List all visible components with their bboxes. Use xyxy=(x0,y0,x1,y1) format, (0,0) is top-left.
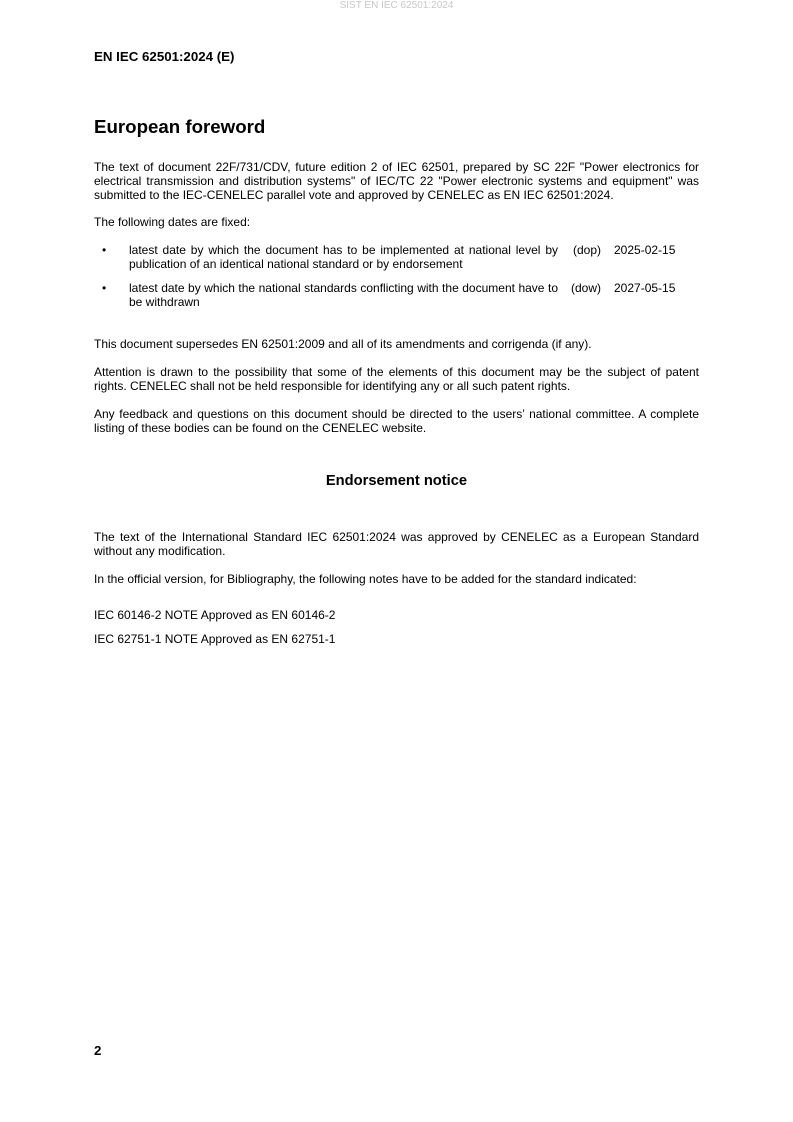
document-identifier: EN IEC 62501:2024 (E) xyxy=(94,49,235,64)
date-description: latest date by which the document has to be implemented at national level by publication of an identical national standard or by endorsement xyxy=(129,243,558,271)
date-value: 2027-05-15 xyxy=(614,280,676,295)
foreword-title: European foreword xyxy=(94,116,266,137)
date-code: (dow) xyxy=(570,280,601,295)
dates-intro: The following dates are fixed: xyxy=(94,215,251,230)
endorsement-title: Endorsement notice xyxy=(325,473,468,490)
bibliography-notes xyxy=(94,609,699,647)
date-description: latest date by which the national standards conflicting with the document have to be withdrawn xyxy=(129,280,558,309)
dates-list xyxy=(94,244,699,309)
bibliography-intro: In the official version, for Bibliography, the following notes have to be added for the standard indicated: xyxy=(94,571,637,586)
supersedes-paragraph: This document supersedes EN 62501:2009 and all of its amendments and corrigenda (if any). xyxy=(94,337,592,352)
endorsement-paragraph: The text of the International Standard IEC 62501:2024 was approved by CENELEC as a European Standard without any modification. xyxy=(94,530,699,559)
foreword-intro-paragraph: The text of document 22F/731/CDV, future edition 2 of IEC 62501, prepared by SC 22F "Power electronics for electrical transmission and distribution systems" of IEC/TC 22 "Power electronic systems and equipment" was submitted to the IEC-CENELEC parallel vote and approved by CENELEC as EN IEC 62501:2024. xyxy=(94,160,699,202)
date-code: (dop) xyxy=(572,243,601,258)
date-value: 2025-02-15 xyxy=(614,243,676,258)
watermark: SIST EN IEC 62501:2024 xyxy=(339,0,454,11)
page-content xyxy=(94,116,699,656)
bullet: • xyxy=(102,280,107,295)
date-row-dow xyxy=(94,282,699,310)
date-row-dop xyxy=(94,244,699,272)
bibliography-note: IEC 60146-2 NOTE Approved as EN 60146-2 xyxy=(94,607,336,622)
feedback-paragraph: Any feedback and questions on this document should be directed to the users’ national committee. A complete listing of these bodies can be found on the CENELEC website. xyxy=(94,406,699,435)
page-number: 2 xyxy=(94,1043,102,1058)
bibliography-note: IEC 62751-1 NOTE Approved as EN 62751-1 xyxy=(94,631,336,646)
patent-paragraph: Attention is drawn to the possibility that some of the elements of this document may be the subject of patent rights. CENELEC shall not be held responsible for identifying any or all such patent rights. xyxy=(94,365,699,393)
bullet: • xyxy=(102,243,107,258)
